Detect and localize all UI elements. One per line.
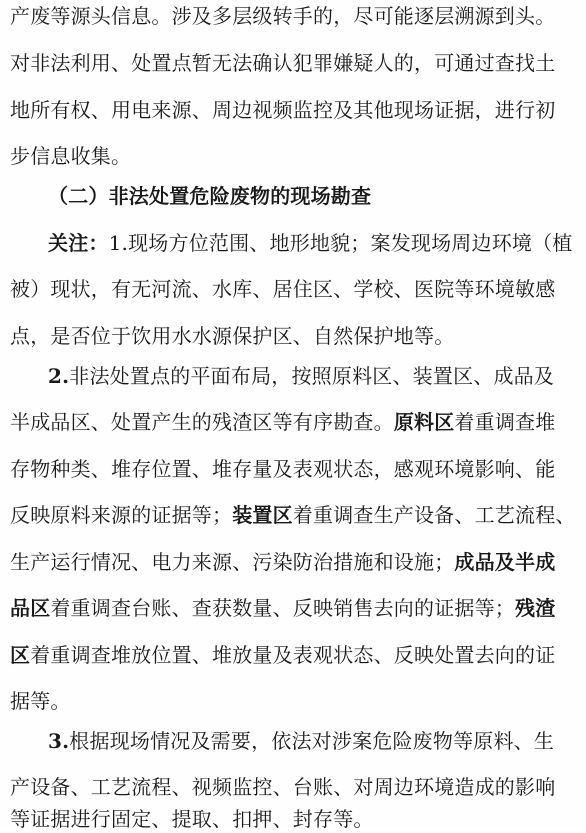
section-heading: （二）非法处置危险废物的现场勘查 <box>48 184 372 208</box>
item2-line-6 <box>10 594 555 622</box>
item2-line-4-tail: 着重调查生产设备、工艺流程、 <box>292 503 576 527</box>
item2-line-4-text: 反映原料来源的证据等； <box>10 503 233 527</box>
item3-line-3: 等证据进行固定、提取、扣押、封存等。 <box>10 807 374 831</box>
item2-residue-zone-end: 区 <box>10 643 31 667</box>
item2-line-8: 据等。 <box>10 689 71 713</box>
item3-line-1-text: 根据现场情况及需要，依法对涉案危险废物等原料、生 <box>69 729 555 753</box>
item2-number: 2. <box>48 364 70 388</box>
intro-line-2: 对非法利用、处置点暂无法确认犯罪嫌疑人的，可通过查找土 <box>10 51 556 75</box>
item3-number: 3. <box>48 729 70 753</box>
item2-line-3: 存物种类、堆存位置、堆存量及表观状态，感观环境影响、能 <box>10 457 556 481</box>
intro-line-1: 产废等源头信息。涉及多层级转手的，尽可能逐层溯源到头。 <box>10 4 556 28</box>
item3-line-2: 产设备、工艺流程、视频监控、台账、对周边环境造成的影响 <box>10 775 556 799</box>
item2-product-zone: 成品及半成 <box>454 550 556 574</box>
item2-equipment-zone: 装置区 <box>232 503 293 527</box>
intro-line-4: 步信息收集。 <box>10 144 132 168</box>
item1-line-2: 被）现状，有无河流、水库、居住区、学校、医院等环境敏感 <box>10 277 556 301</box>
item1-lead: 关注： <box>48 231 109 255</box>
item2-line-6-text: 着重调查台账、查获数量、反映销售去向的证据等； <box>50 596 516 620</box>
item1-line-1-text: 1.现场方位范围、地形地貌；案发现场周边环境（植 <box>108 231 573 255</box>
item2-product-zone-end: 品区 <box>10 596 51 620</box>
item2-line-4 <box>10 501 576 529</box>
item2-line-1 <box>48 362 554 390</box>
item2-line-5 <box>10 548 555 576</box>
item3-line-1 <box>48 727 554 755</box>
item1-line-3: 点，是否位于饮用水水源保护区、自然保护地等。 <box>10 324 455 348</box>
item2-line-5-text: 生产运行情况、电力来源、污染防治措施和设施； <box>10 550 455 574</box>
item2-line-2 <box>10 408 555 436</box>
intro-line-3: 地所有权、用电来源、周边视频监控及其他现场证据，进行初 <box>10 98 556 122</box>
item2-line-7 <box>10 641 555 669</box>
item1-line-1 <box>48 229 573 257</box>
item2-raw-material-zone: 原料区 <box>393 410 455 434</box>
item2-line-2-text: 半成品区、处置产生的残渣区等有序勘查。 <box>10 410 394 434</box>
item2-line-7-text: 着重调查堆放位置、堆放量及表观状态、反映处置去向的证 <box>30 643 556 667</box>
item2-residue-zone: 残渣 <box>515 596 556 620</box>
item2-line-1-text: 非法处置点的平面布局，按照原料区、装置区、成品及 <box>69 364 555 388</box>
item2-line-2-tail: 着重调查堆 <box>454 410 556 434</box>
